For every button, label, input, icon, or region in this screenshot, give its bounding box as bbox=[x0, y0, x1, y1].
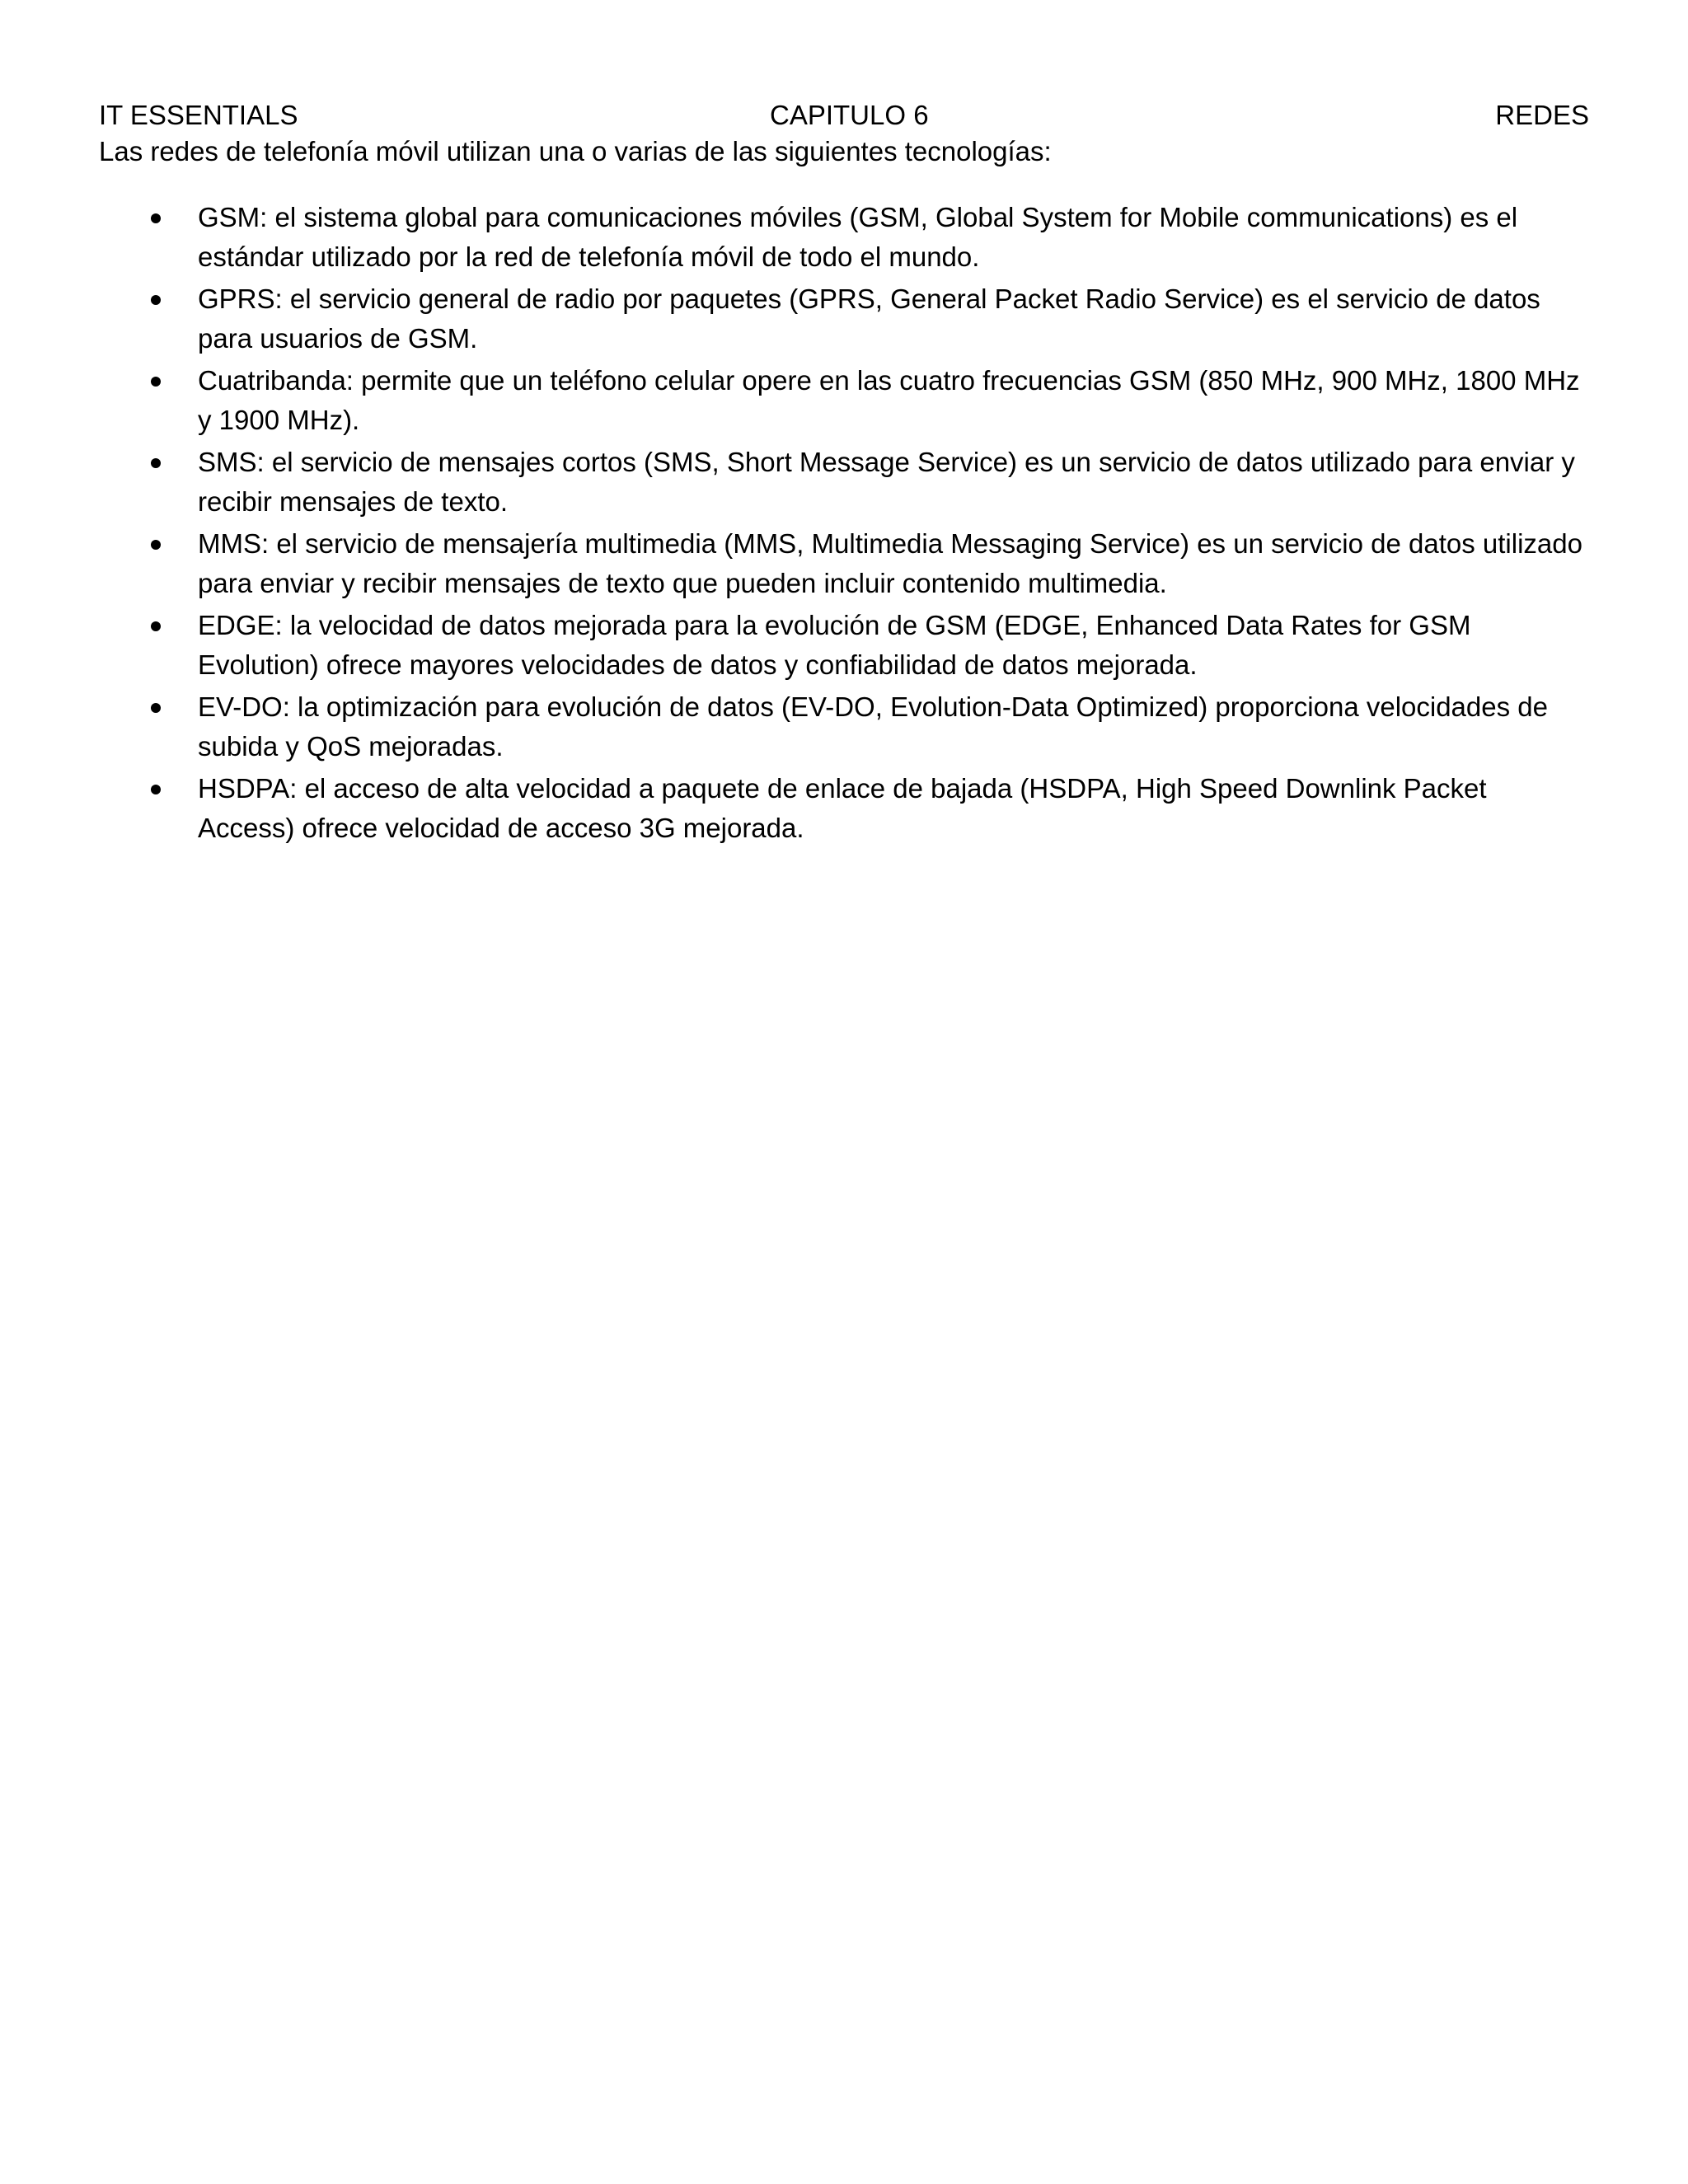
bullet-icon bbox=[151, 621, 161, 631]
intro-paragraph: Las redes de telefonía móvil utilizan una o varias de las siguientes tecnologías: bbox=[99, 136, 1052, 166]
bullet-icon bbox=[151, 377, 161, 387]
list-item-gsm bbox=[99, 198, 1589, 277]
list-item-cuatribanda bbox=[99, 361, 1589, 440]
list-item-ev-do bbox=[99, 687, 1589, 766]
list-item-text: MMS: el servicio de mensajería multimedia (MMS, Multimedia Messaging Service) es un servicio de datos utilizado para enviar y recibir mensajes de texto que pueden incluir contenido multimedia. bbox=[198, 528, 1582, 598]
list-item-mms bbox=[99, 524, 1589, 603]
bullet-icon bbox=[151, 703, 161, 713]
bullet-icon bbox=[151, 213, 161, 223]
list-item-text: SMS: el servicio de mensajes cortos (SMS, Short Message Service) es un servicio de datos utilizado para enviar y recibir mensajes de texto. bbox=[198, 447, 1575, 517]
header-course-title: IT ESSENTIALS bbox=[99, 100, 298, 130]
list-item-text: GPRS: el servicio general de radio por paquetes (GPRS, General Packet Radio Service) es el servicio de datos para usuarios de GSM. bbox=[198, 284, 1540, 354]
list-item-edge bbox=[99, 606, 1589, 685]
technology-list bbox=[99, 198, 1589, 851]
list-item-gprs bbox=[99, 279, 1589, 359]
bullet-icon bbox=[151, 458, 161, 468]
list-item-sms bbox=[99, 443, 1589, 522]
list-item-text: HSDPA: el acceso de alta velocidad a paquete de enlace de bajada (HSDPA, High Speed Downlink Packet Access) ofrece velocidad de acceso 3G mejorada. bbox=[198, 773, 1487, 843]
header-chapter: CAPITULO 6 bbox=[770, 100, 929, 130]
bullet-icon bbox=[151, 785, 161, 794]
bullet-icon bbox=[151, 295, 161, 305]
list-item-text: Cuatribanda: permite que un teléfono celular opere en las cuatro frecuencias GSM (850 MHz, 900 MHz, 1800 MHz y 1900 MHz). bbox=[198, 365, 1580, 435]
list-item-text: EDGE: la velocidad de datos mejorada para la evolución de GSM (EDGE, Enhanced Data Rates for GSM Evolution) ofrece mayores velocidades de datos y confiabilidad de datos mejorada. bbox=[198, 610, 1471, 680]
page-header bbox=[99, 96, 1589, 135]
list-item-text: EV-DO: la optimización para evolución de datos (EV-DO, Evolution-Data Optimized) proporciona velocidades de subida y QoS mejoradas. bbox=[198, 691, 1548, 762]
list-item-text: GSM: el sistema global para comunicaciones móviles (GSM, Global System for Mobile communications) es el estándar utilizado por la red de telefonía móvil de todo el mundo. bbox=[198, 202, 1518, 272]
bullet-icon bbox=[151, 540, 161, 550]
list-item-hsdpa bbox=[99, 769, 1589, 848]
header-topic: REDES bbox=[1495, 100, 1589, 130]
